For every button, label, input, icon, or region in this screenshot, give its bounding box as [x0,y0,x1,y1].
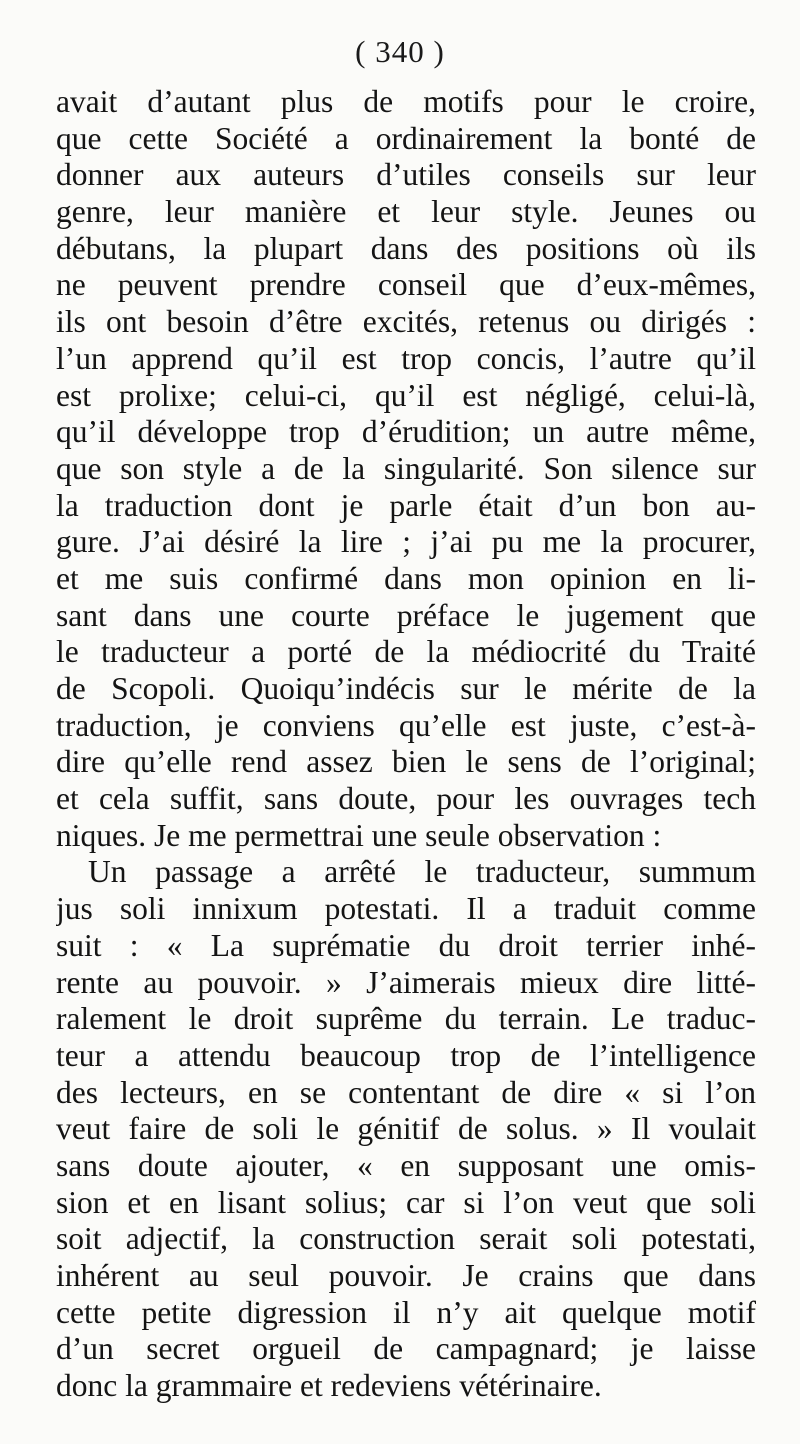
text-line: ils ont besoin d’être excités, retenus ou dirigés : [56,304,756,340]
text-line: gure. J’ai désiré la lire ; j’ai pu me la procurer, [56,524,756,560]
text-line: l’un apprend qu’il est trop concis, l’autre qu’il [56,340,756,376]
text-line: qu’il développe trop d’érudition; un autre même, [56,414,756,450]
text-line: donc la grammaire et redeviens vétérinaire. [56,1368,602,1404]
text-line: sion et en lisant solius; car si l’on veut que soli [56,1184,756,1220]
text-line: soit adjectif, la construction serait soli potestati, [56,1221,756,1257]
page-number: ( 340 ) [355,34,445,69]
text-line: sant dans une courte préface le jugement que [56,597,756,633]
text-line: inhérent au seul pouvoir. Je crains que dans [56,1258,756,1293]
text-line: suit : « La suprématie du droit terrier inhé- [56,927,756,963]
text-line: que cette Société a ordinairement la bonté de [56,120,756,156]
text-line: et cela suffit, sans doute, pour les ouvrages tech [56,781,756,817]
text-line: de Scopoli. Quoiqu’indécis sur le mérite de la [56,671,756,706]
text-line: et me suis confirmé dans mon opinion en li- [56,560,756,596]
body-text [56,84,756,1405]
text-line: niques. Je me permettrai une seule observation : [56,817,662,853]
text-line: donner aux auteurs d’utiles conseils sur leur [56,157,756,193]
text-line: genre, leur manière et leur style. Jeunes ou [56,194,756,230]
text-line: teur a attendu beaucoup trop de l’intelligence [56,1037,756,1073]
paragraph-first-line: Un passage a arrêté le traducteur, summum [88,854,756,890]
text-line: cette petite digression il n’y ait quelque motif [56,1294,756,1330]
text-line: des lecteurs, en se contentant de dire « si l’on [56,1074,756,1110]
text-line: d’un secret orgueil de campagnard; je laisse [56,1331,756,1367]
text-line: sans doute ajouter, « en supposant une omis- [56,1147,756,1183]
text-line: que son style a de la singularité. Son silence sur [56,450,756,486]
text-line: le traducteur a porté de la médiocrité du Traité [56,634,756,670]
text-line: rente au pouvoir. » J’aimerais mieux dire litté- [56,964,756,1000]
text-line: traduction, je conviens qu’elle est juste, c’est-à- [56,707,756,743]
text-line: dire qu’elle rend assez bien le sens de l’original; [56,744,756,780]
text-line: jus soli innixum potestati. Il a traduit comme [56,891,756,927]
text-line: débutans, la plupart dans des positions où ils [56,230,756,266]
text-line: la traduction dont je parle était d’un bon au- [56,487,756,523]
text-line: ne peuvent prendre conseil que d’eux-mêmes, [56,267,756,303]
text-line: ralement le droit suprême du terrain. Le traduc- [56,1001,756,1037]
text-line: avait d’autant plus de motifs pour le croire, [56,84,756,119]
text-line: est prolixe; celui-ci, qu’il est négligé, celui-là, [56,377,756,413]
text-line: veut faire de soli le génitif de solus. » Il voulait [56,1111,756,1147]
